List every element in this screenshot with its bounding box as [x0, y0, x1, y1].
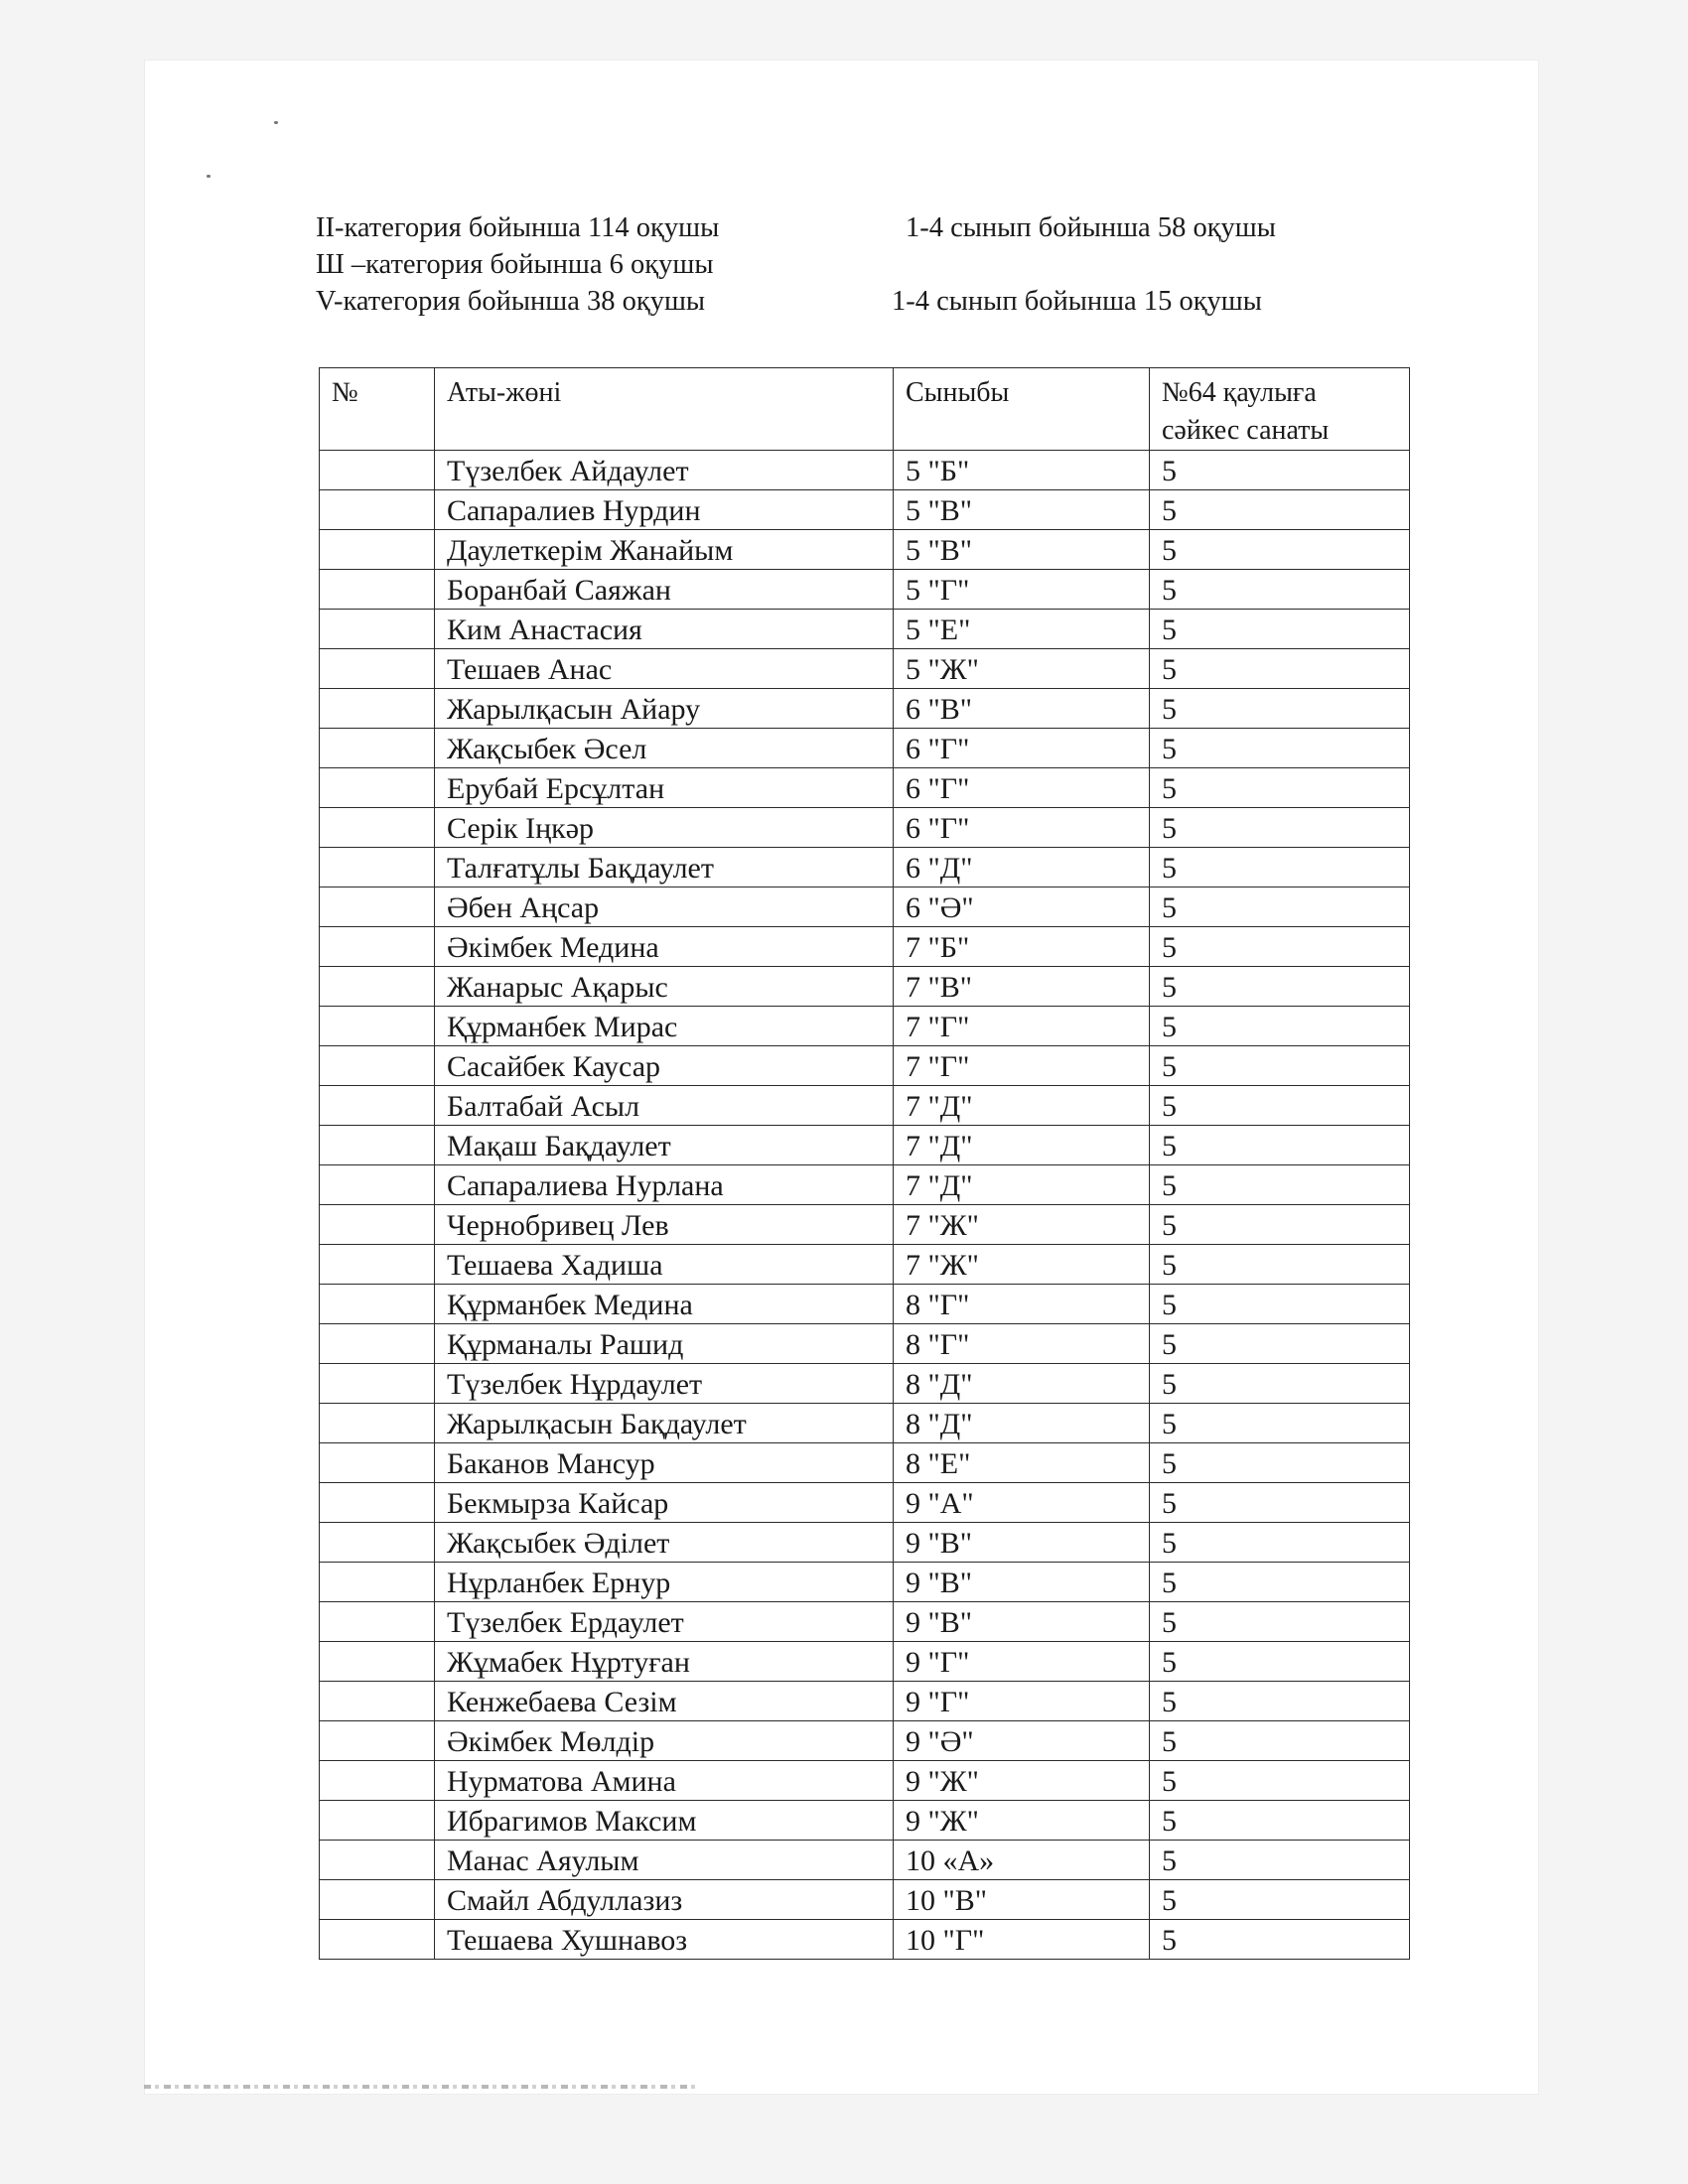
table-row	[320, 1841, 1410, 1880]
cell-name: Әкімбек Мөлдір	[435, 1721, 894, 1761]
cell-name: Ибрагимов Максим	[435, 1801, 894, 1841]
cell-category: 5	[1150, 729, 1410, 768]
cell-class: 9 "В"	[894, 1523, 1150, 1563]
cell-name: Смайл Абдуллазиз	[435, 1880, 894, 1920]
cell-name: Жарылқасын Айару	[435, 689, 894, 729]
cell-class: 7 "Д"	[894, 1165, 1150, 1205]
table-row	[320, 649, 1410, 689]
cell-class: 9 "А"	[894, 1483, 1150, 1523]
cell-class: 8 "Г"	[894, 1285, 1150, 1324]
cell-class: 7 "Г"	[894, 1046, 1150, 1086]
cell-category: 5	[1150, 1165, 1410, 1205]
cell-category: 5	[1150, 1761, 1410, 1801]
cell-number	[320, 967, 435, 1007]
scan-edge-artifact	[144, 2085, 700, 2089]
table-row	[320, 887, 1410, 927]
cell-name: Құрманбек Медина	[435, 1285, 894, 1324]
cell-name: Нұрланбек Ернур	[435, 1563, 894, 1602]
table-row	[320, 967, 1410, 1007]
header-category	[1150, 368, 1410, 451]
header-category-line2: сәйкес санаты	[1162, 415, 1330, 446]
cell-class: 9 "Ә"	[894, 1721, 1150, 1761]
header-class: Сыныбы	[894, 368, 1150, 451]
cell-class: 8 "Д"	[894, 1364, 1150, 1404]
summary-category-5: V-категория бойынша 38 оқушы	[316, 286, 706, 317]
summary-category-2: II-категория бойынша 114 оқушы	[316, 212, 720, 243]
table-row	[320, 1324, 1410, 1364]
table-row	[320, 1086, 1410, 1126]
cell-class: 7 "Д"	[894, 1086, 1150, 1126]
cell-number	[320, 649, 435, 689]
table-row	[320, 1364, 1410, 1404]
cell-class: 9 "Ж"	[894, 1761, 1150, 1801]
cell-class: 10 «А»	[894, 1841, 1150, 1880]
cell-number	[320, 1682, 435, 1721]
table-row	[320, 848, 1410, 887]
cell-class: 7 "Б"	[894, 927, 1150, 967]
cell-number	[320, 1324, 435, 1364]
cell-category: 5	[1150, 1007, 1410, 1046]
cell-category: 5	[1150, 1483, 1410, 1523]
cell-class: 6 "Ә"	[894, 887, 1150, 927]
cell-number	[320, 570, 435, 610]
table-row	[320, 1880, 1410, 1920]
table-row	[320, 1046, 1410, 1086]
cell-number	[320, 1205, 435, 1245]
cell-class: 8 "Д"	[894, 1404, 1150, 1443]
cell-name: Құрманбек Мирас	[435, 1007, 894, 1046]
cell-class: 5 "Ж"	[894, 649, 1150, 689]
cell-name: Боранбай Саяжан	[435, 570, 894, 610]
cell-class: 7 "Ж"	[894, 1245, 1150, 1285]
cell-name: Әкімбек Медина	[435, 927, 894, 967]
cell-number	[320, 1483, 435, 1523]
cell-number	[320, 610, 435, 649]
cell-category: 5	[1150, 1563, 1410, 1602]
header-number: №	[320, 368, 435, 451]
table-row	[320, 530, 1410, 570]
cell-class: 9 "Г"	[894, 1682, 1150, 1721]
cell-number	[320, 1602, 435, 1642]
cell-number	[320, 1046, 435, 1086]
cell-class: 10 "Г"	[894, 1920, 1150, 1960]
cell-class: 8 "Г"	[894, 1324, 1150, 1364]
scan-speck	[274, 121, 278, 124]
header-name: Аты-жөні	[435, 368, 894, 451]
cell-number	[320, 768, 435, 808]
cell-class: 6 "Г"	[894, 729, 1150, 768]
cell-category: 5	[1150, 1086, 1410, 1126]
cell-name: Түзелбек Ердаулет	[435, 1602, 894, 1642]
cell-name: Кенжебаева Сезім	[435, 1682, 894, 1721]
table-row	[320, 1563, 1410, 1602]
table-row	[320, 1443, 1410, 1483]
table-row	[320, 1245, 1410, 1285]
cell-name: Баканов Мансур	[435, 1443, 894, 1483]
table-row	[320, 610, 1410, 649]
table-row	[320, 1920, 1410, 1960]
cell-category: 5	[1150, 1801, 1410, 1841]
cell-name: Тешаева Хадиша	[435, 1245, 894, 1285]
cell-number	[320, 490, 435, 530]
cell-number	[320, 848, 435, 887]
cell-name: Тешаева Хушнавоз	[435, 1920, 894, 1960]
summary-grades-1-4-first: 1-4 сынып бойынша 58 оқушы	[906, 212, 1276, 243]
cell-number	[320, 451, 435, 490]
cell-category: 5	[1150, 808, 1410, 848]
cell-name: Жарылқасын Бақдаулет	[435, 1404, 894, 1443]
cell-name: Әбен Аңсар	[435, 887, 894, 927]
cell-name: Сасайбек Каусар	[435, 1046, 894, 1086]
cell-name: Ким Анастасия	[435, 610, 894, 649]
cell-category: 5	[1150, 490, 1410, 530]
cell-name: Құрманалы Рашид	[435, 1324, 894, 1364]
cell-name: Мақаш Бақдаулет	[435, 1126, 894, 1165]
cell-category: 5	[1150, 848, 1410, 887]
cell-class: 7 "Ж"	[894, 1205, 1150, 1245]
cell-name: Балтабай Асыл	[435, 1086, 894, 1126]
cell-category: 5	[1150, 1682, 1410, 1721]
table-row	[320, 689, 1410, 729]
cell-name: Ерубай Ерсұлтан	[435, 768, 894, 808]
table-row	[320, 1483, 1410, 1523]
cell-class: 5 "Е"	[894, 610, 1150, 649]
table-row	[320, 1523, 1410, 1563]
cell-category: 5	[1150, 1404, 1410, 1443]
cell-number	[320, 927, 435, 967]
cell-number	[320, 1920, 435, 1960]
cell-category: 5	[1150, 1443, 1410, 1483]
table-row	[320, 1602, 1410, 1642]
cell-number	[320, 1165, 435, 1205]
table-row	[320, 570, 1410, 610]
cell-category: 5	[1150, 927, 1410, 967]
cell-category: 5	[1150, 1841, 1410, 1880]
cell-number	[320, 1364, 435, 1404]
table-row	[320, 1285, 1410, 1324]
cell-category: 5	[1150, 1046, 1410, 1086]
cell-number	[320, 1126, 435, 1165]
cell-category: 5	[1150, 1285, 1410, 1324]
cell-category: 5	[1150, 1324, 1410, 1364]
table-header-row	[320, 368, 1410, 451]
cell-category: 5	[1150, 1245, 1410, 1285]
table-row	[320, 927, 1410, 967]
cell-name: Нурматова Амина	[435, 1761, 894, 1801]
cell-name: Сапаралиева Нурлана	[435, 1165, 894, 1205]
cell-category: 5	[1150, 1721, 1410, 1761]
cell-category: 5	[1150, 768, 1410, 808]
cell-class: 5 "В"	[894, 530, 1150, 570]
cell-name: Талғатұлы Бақдаулет	[435, 848, 894, 887]
table-row	[320, 451, 1410, 490]
cell-number	[320, 729, 435, 768]
cell-class: 6 "В"	[894, 689, 1150, 729]
cell-number	[320, 1880, 435, 1920]
cell-number	[320, 1841, 435, 1880]
table-row	[320, 1721, 1410, 1761]
cell-class: 9 "Ж"	[894, 1801, 1150, 1841]
cell-category: 5	[1150, 887, 1410, 927]
summary-grades-1-4-second: 1-4 сынып бойынша 15 оқушы	[892, 286, 1262, 317]
cell-category: 5	[1150, 689, 1410, 729]
table-row	[320, 1642, 1410, 1682]
cell-class: 8 "Е"	[894, 1443, 1150, 1483]
cell-name: Сапаралиев Нурдин	[435, 490, 894, 530]
student-table	[319, 367, 1410, 1960]
cell-number	[320, 1007, 435, 1046]
cell-category: 5	[1150, 1920, 1410, 1960]
cell-class: 5 "Б"	[894, 451, 1150, 490]
cell-category: 5	[1150, 610, 1410, 649]
cell-number	[320, 1404, 435, 1443]
cell-category: 5	[1150, 649, 1410, 689]
cell-category: 5	[1150, 1642, 1410, 1682]
cell-name: Жақсыбек Әсел	[435, 729, 894, 768]
table-row	[320, 1205, 1410, 1245]
cell-category: 5	[1150, 451, 1410, 490]
cell-name: Серік Іңкәр	[435, 808, 894, 848]
cell-number	[320, 1721, 435, 1761]
table-row	[320, 768, 1410, 808]
cell-name: Бекмырза Кайсар	[435, 1483, 894, 1523]
table-row	[320, 1126, 1410, 1165]
cell-number	[320, 1563, 435, 1602]
cell-class: 6 "Г"	[894, 808, 1150, 848]
cell-number	[320, 1285, 435, 1324]
scan-speck	[207, 175, 211, 178]
table-row	[320, 490, 1410, 530]
cell-category: 5	[1150, 1205, 1410, 1245]
cell-number	[320, 1245, 435, 1285]
cell-name: Чернобривец Лев	[435, 1205, 894, 1245]
cell-category: 5	[1150, 1523, 1410, 1563]
table-row	[320, 729, 1410, 768]
cell-class: 7 "В"	[894, 967, 1150, 1007]
cell-number	[320, 808, 435, 848]
cell-number	[320, 689, 435, 729]
table-row	[320, 808, 1410, 848]
cell-class: 5 "Г"	[894, 570, 1150, 610]
cell-category: 5	[1150, 1602, 1410, 1642]
cell-class: 7 "Г"	[894, 1007, 1150, 1046]
table-row	[320, 1404, 1410, 1443]
cell-number	[320, 887, 435, 927]
cell-name: Даулеткерім Жанайым	[435, 530, 894, 570]
header-category-line1: №64 қаулыға	[1162, 377, 1317, 408]
cell-class: 6 "Г"	[894, 768, 1150, 808]
table-row	[320, 1761, 1410, 1801]
table-row	[320, 1682, 1410, 1721]
cell-name: Манас Аяулым	[435, 1841, 894, 1880]
cell-class: 9 "В"	[894, 1563, 1150, 1602]
cell-class: 9 "В"	[894, 1602, 1150, 1642]
cell-name: Жұмабек Нұртуған	[435, 1642, 894, 1682]
table-row	[320, 1165, 1410, 1205]
cell-number	[320, 1086, 435, 1126]
cell-number	[320, 530, 435, 570]
cell-class: 9 "Г"	[894, 1642, 1150, 1682]
cell-class: 10 "В"	[894, 1880, 1150, 1920]
cell-category: 5	[1150, 1126, 1410, 1165]
cell-number	[320, 1761, 435, 1801]
cell-category: 5	[1150, 530, 1410, 570]
cell-name: Жақсыбек Әділет	[435, 1523, 894, 1563]
cell-number	[320, 1443, 435, 1483]
cell-name: Түзелбек Айдаулет	[435, 451, 894, 490]
cell-category: 5	[1150, 1880, 1410, 1920]
table-row	[320, 1007, 1410, 1046]
cell-number	[320, 1642, 435, 1682]
cell-class: 6 "Д"	[894, 848, 1150, 887]
table-row	[320, 1801, 1410, 1841]
summary-category-3: Ш –категория бойынша 6 оқушы	[316, 249, 714, 280]
cell-number	[320, 1523, 435, 1563]
cell-category: 5	[1150, 1364, 1410, 1404]
cell-class: 5 "В"	[894, 490, 1150, 530]
cell-name: Түзелбек Нұрдаулет	[435, 1364, 894, 1404]
cell-category: 5	[1150, 967, 1410, 1007]
cell-category: 5	[1150, 570, 1410, 610]
cell-class: 7 "Д"	[894, 1126, 1150, 1165]
cell-number	[320, 1801, 435, 1841]
cell-name: Жанарыс Ақарыс	[435, 967, 894, 1007]
cell-name: Тешаев Анас	[435, 649, 894, 689]
